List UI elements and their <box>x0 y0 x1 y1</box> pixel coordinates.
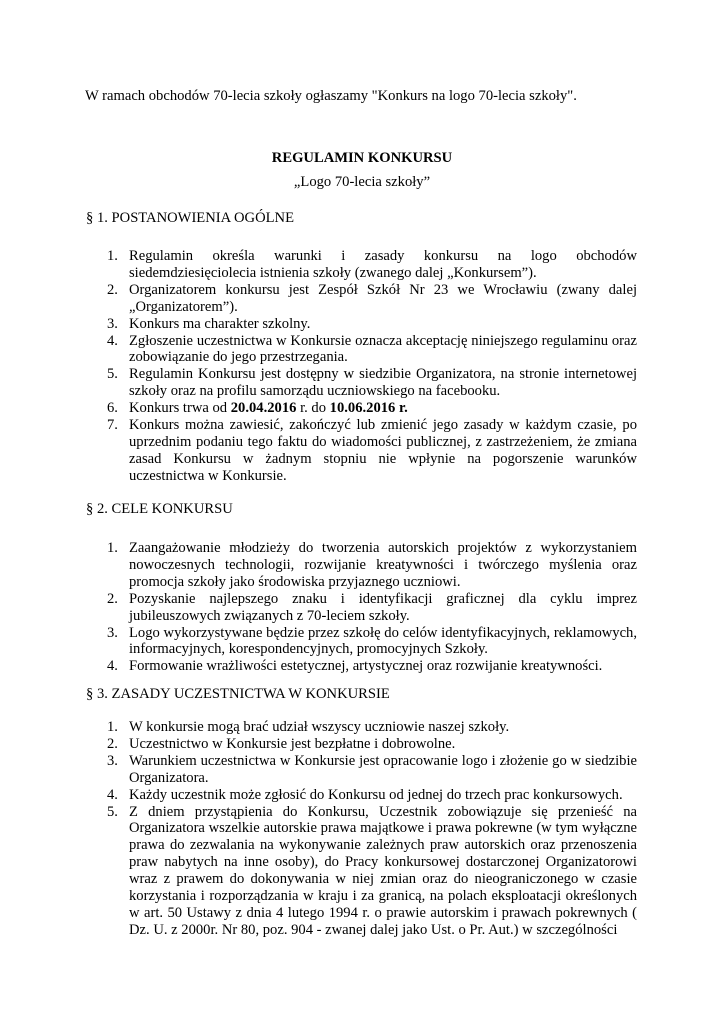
list-item: 5. Regulamin Konkursu jest dostępny w siedzibie Organizatora, na stronie internetowej szkoły oraz na profilu samorządu uczniowskiego na facebooku. <box>107 366 637 400</box>
list-item: 3. Logo wykorzystywane będzie przez szkołę do celów identyfikacyjnych, reklamowych, informacyjnych, korespondencyjnych, promocyjnych Szkoły. <box>107 624 637 658</box>
document-title: REGULAMIN KONKURSU <box>271 150 453 166</box>
section-1-list <box>107 248 637 485</box>
list-item: 2. Uczestnictwo w Konkursie jest bezpłatne i dobrowolne. <box>107 735 456 752</box>
section-2-heading: § 2. CELE KONKURSU <box>86 501 233 517</box>
intro-text: W ramach obchodów 70-lecia szkoły ogłaszamy "Konkurs na logo 70-lecia szkoły". <box>85 88 577 104</box>
list-item: 1. Zaangażowanie młodzieży do tworzenia autorskich projektów z wykorzystaniem nowoczesnych technologii, rozwijanie kreatywności i twórczego myślenia oraz promocja szkoły jako środowiska przyjaznego uczniowi. <box>107 540 637 590</box>
section-2-list <box>107 540 637 675</box>
list-item: 3. Konkurs ma charakter szkolny. <box>107 315 311 332</box>
list-item: 2. Organizatorem konkursu jest Zespół Szkół Nr 23 we Wrocławiu (zwany dalej „Organizatorem”). <box>107 281 637 315</box>
list-item: 6. Konkurs trwa od 20.04.2016 r. do 10.06.2016 r. <box>107 400 408 417</box>
list-item: 4. Zgłoszenie uczestnictwa w Konkursie oznacza akceptację niniejszego regulaminu oraz zobowiązanie do jego przestrzegania. <box>107 332 637 366</box>
date-from: 20.04.2016 <box>230 400 297 417</box>
list-item: 3. Warunkiem uczestnictwa w Konkursie jest opracowanie logo i złożenie go w siedzibie Organizatora. <box>107 752 637 786</box>
list-item: 1. W konkursie mogą brać udział wszyscy uczniowie naszej szkoły. <box>107 719 510 735</box>
date-to: 10.06.2016 r. <box>329 400 408 417</box>
section-3-heading: § 3. ZASADY UCZESTNICTWA W KONKURSIE <box>86 686 390 702</box>
section-3-list <box>107 719 637 939</box>
list-item: 5. Z dniem przystąpienia do Konkursu, Uczestnik zobowiązuje się przenieść na Organizatora wszelkie autorskie prawa majątkowe i prawa pokrewne (w tym wyłączne prawa do zezwalania na wykonywanie zależnych praw autorskich oraz przenoszenia praw nabytych na inne osoby), do Pracy konkursowej dostarczonej Organizatorowi wraz z prawem do dokonywania w niej zmian oraz do nieograniczonego w czasie korzystania i rozporządzania w kraju i za granicą, na polach eksploatacji określonych w art. 50 Ustawy z dnia 4 lutego 1994 r. o prawie autorskim i prawach pokrewnych ( Dz. U. z 2000r. Nr 80, poz. 904 - zwanej dalej jako Ust. o Pr. Aut.) w szczególności <box>107 803 637 938</box>
document-subtitle: „Logo 70-lecia szkoły” <box>293 174 431 190</box>
list-item: 7. Konkurs można zawiesić, zakończyć lub zmienić jego zasady w każdym czasie, po uprzednim podaniu tego faktu do wiadomości publicznej, z zastrzeżeniem, że zmiana zasad Konkursu w żadnym stopniu nie wpłynie na pogorszenie warunków uczestnictwa w Konkursie. <box>107 417 637 484</box>
list-item: 4. Każdy uczestnik może zgłosić do Konkursu od jednej do trzech prac konkursowych. <box>107 786 623 803</box>
list-item: 2. Pozyskanie najlepszego znaku i identyfikacji graficznej dla cyklu imprez jubileuszowych związanych z 70-leciem szkoły. <box>107 590 637 624</box>
section-1-heading: § 1. POSTANOWIENIA OGÓLNE <box>86 210 294 226</box>
list-item: 1. Regulamin określa warunki i zasady konkursu na logo obchodów siedemdziesięciolecia istnienia szkoły (zwanego dalej „Konkursem”). <box>107 248 637 281</box>
list-item: 4. Formowanie wrażliwości estetycznej, artystycznej oraz rozwijanie kreatywności. <box>107 658 603 675</box>
